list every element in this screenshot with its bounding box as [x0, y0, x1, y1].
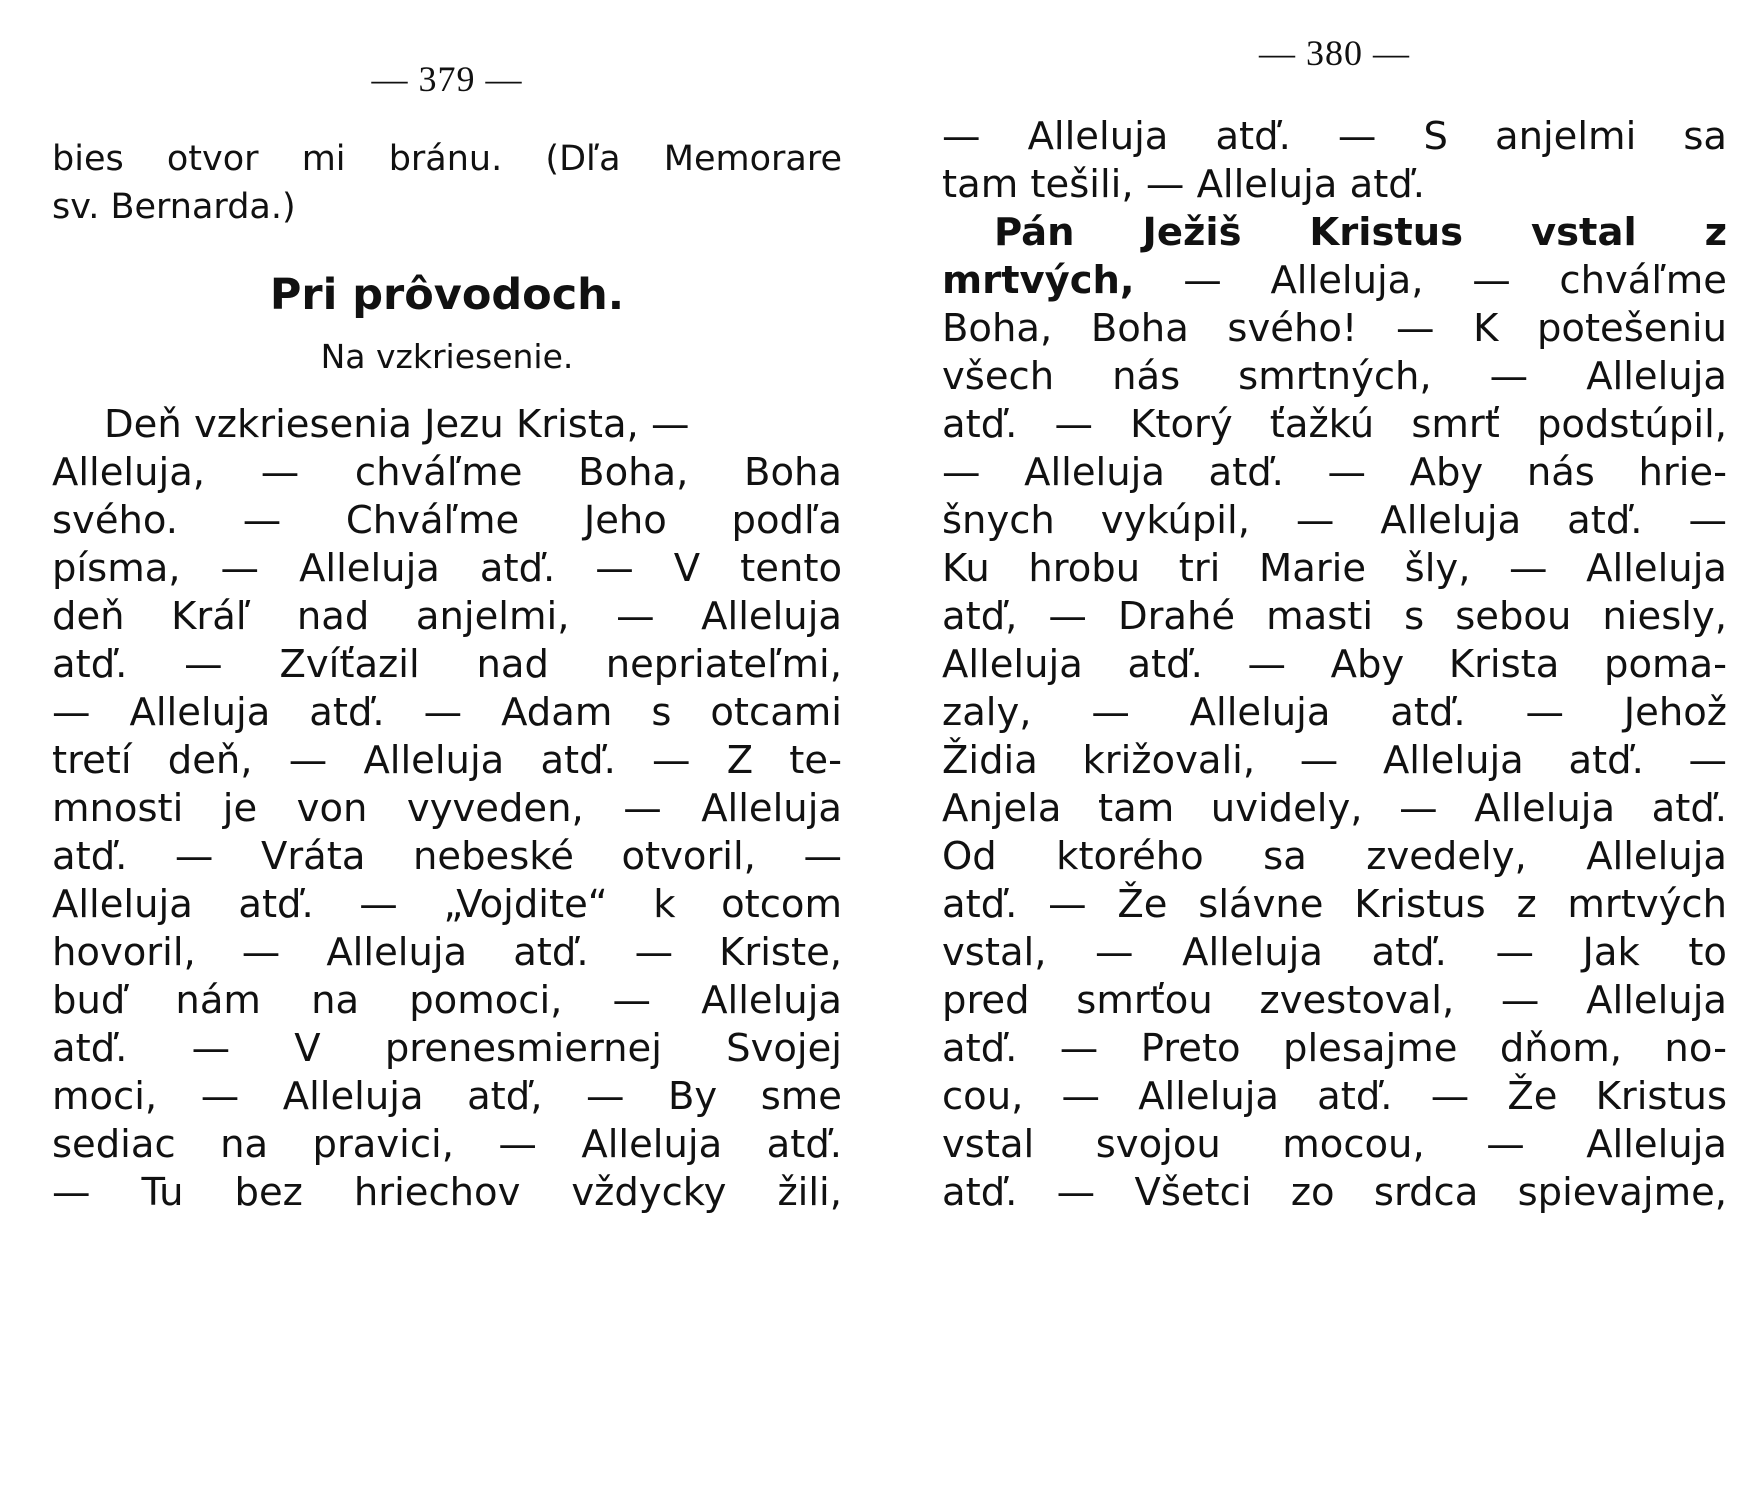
text-line: vstal svojou mocou, — Alleluja: [942, 1122, 1727, 1167]
text-line: — Tu bez hriechov vždycky žili,: [52, 1170, 842, 1215]
page-number-right: — 380 —: [1259, 33, 1410, 73]
text-line: — Alleluja atď. — Adam s otcami: [52, 690, 842, 735]
text-line: Anjela tam uvidely, — Alleluja atď.: [942, 786, 1727, 831]
text-line: všech nás smrtných, — Alleluja: [942, 354, 1727, 399]
text-line: tretí deň, — Alleluja atď. — Z te-: [52, 738, 842, 783]
text-line: atď. — Že slávne Kristus z mrtvých: [942, 882, 1727, 927]
text-line: cou, — Alleluja atď. — Že Kristus: [942, 1074, 1727, 1119]
text-line: buď nám na pomoci, — Alleluja: [52, 978, 842, 1023]
text-line: — Alleluja atď. — S anjelmi sa: [942, 114, 1727, 159]
page-number-left: — 379 —: [371, 59, 523, 99]
text-line: atď. — Všetci zo srdca spievajme,: [942, 1170, 1727, 1215]
text-line: hovoril, — Alleluja atď. — Kriste,: [52, 930, 842, 975]
bold-line: Pán Ježiš Kristus vstal z: [994, 210, 1727, 255]
text-line: zaly, — Alleluja atď. — Jehož: [942, 690, 1727, 735]
text-line: atď. — Ktorý ťažkú smrť podstúpil,: [942, 402, 1727, 447]
text-line: sv. Bernarda.): [52, 187, 296, 227]
text-line: — Alleluja atď. — Aby nás hrie-: [942, 450, 1727, 495]
section-subheading: Na vzkriesenie.: [320, 337, 574, 376]
text-line: pred smrťou zvestoval, — Alleluja: [942, 978, 1727, 1023]
text-line: moci, — Alleluja atď, — By sme: [52, 1074, 842, 1119]
text-line: Alleluja, — chváľme Boha, Boha: [52, 450, 842, 495]
text-line: atď. — Vráta nebeské otvoril, —: [52, 834, 842, 879]
text-line: deň Kráľ nad anjelmi, — Alleluja: [52, 594, 842, 639]
text-line: atď. — V prenesmiernej Svojej: [52, 1026, 842, 1071]
text-line: atď. — Preto plesajme dňom, no-: [942, 1026, 1727, 1071]
section-heading: Pri prôvodoch.: [269, 270, 625, 320]
text-line: Boha, Boha svého! — K potešeniu: [942, 306, 1727, 351]
text-line: Alleluja atď. — „Vojdite“ k otcom: [52, 882, 842, 927]
text-line: tam tešili, — Alleluja atď.: [942, 162, 1425, 207]
text-line: bies otvor mi bránu. (Dľa Memorare: [52, 139, 842, 179]
text-line: Od ktorého sa zvedely, Alleluja: [942, 834, 1727, 879]
text-line: [942, 254, 1727, 308]
text-line: šnych vykúpil, — Alleluja atď. —: [942, 498, 1727, 543]
text-line: Židia križovali, — Alleluja atď. —: [942, 738, 1727, 783]
bold-word: mrtvých,: [942, 258, 1135, 303]
text-line: atď, — Drahé masti s sebou niesly,: [942, 594, 1727, 639]
text-line: mnosti je von vyveden, — Alleluja: [52, 786, 842, 831]
text-line: Deň vzkriesenia Jezu Krista, —: [104, 402, 690, 447]
text-line: atď. — Zvíťazil nad nepriateľmi,: [52, 642, 842, 687]
text-line: Ku hrobu tri Marie šly, — Alleluja: [942, 546, 1727, 591]
text-line: písma, — Alleluja atď. — V tento: [52, 546, 842, 591]
text-segment: — Alleluja, — chváľme: [1134, 258, 1727, 303]
text-line: svého. — Chváľme Jeho podľa: [52, 498, 842, 543]
text-line: sediac na pravici, — Alleluja atď.: [52, 1122, 842, 1167]
text-line: Alleluja atď. — Aby Krista poma-: [942, 642, 1727, 687]
text-line: vstal, — Alleluja atď. — Jak to: [942, 930, 1727, 975]
